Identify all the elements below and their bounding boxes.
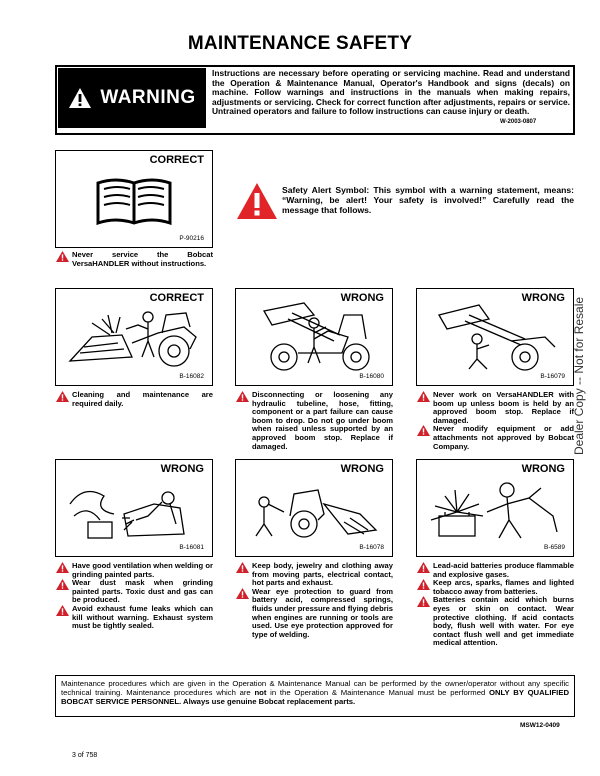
alert-triangle-icon — [56, 605, 69, 616]
warning-text: Instructions are necessary before operating or servicing machine. Read and understand the Operation & Maintenance Manual, Operator's Handbook and signs (decals) on machine. Follow warnings and instructions in the manuals when making repairs, adjustments or servicing. Check for correct function after adjustments, repairs or service. Untrained operators and failure to follow instructions can cause injury or death. — [212, 68, 570, 117]
panel-code: B-16082 — [179, 373, 204, 380]
panel-caption — [55, 391, 213, 408]
boom-under-illustration — [425, 301, 565, 373]
panel-caption — [416, 391, 574, 451]
caption-item — [235, 588, 393, 640]
boom-hose-illustration — [244, 301, 384, 373]
panel-code: B-16079 — [540, 373, 565, 380]
caption-text: Wear dust mask when grinding painted parts. Toxic dust and gas can be produced. — [72, 578, 213, 605]
warning-badge — [58, 68, 206, 128]
caption-item — [416, 579, 574, 596]
panel-code: B-16080 — [359, 373, 384, 380]
caption-text: Never modify equipment or add attachments not approved by Bobcat Company. — [433, 424, 574, 451]
cleaning-illustration — [62, 303, 208, 371]
footer-text-not: not — [254, 688, 267, 698]
caption-text: Disconnecting or loosening any hydraulic tubeline, hose, fitting, component or a part failure can cause boom to drop. Do not go under boom when raised unless supported by an approved boom stop. Replace if damaged. — [252, 390, 393, 451]
caption-item — [235, 391, 393, 451]
caption-item — [416, 425, 574, 451]
alert-triangle-icon — [236, 588, 249, 599]
alert-triangle-icon — [417, 562, 430, 573]
panel-welding — [55, 459, 213, 557]
panel-label: WRONG — [340, 463, 384, 475]
caption-item — [416, 391, 574, 425]
page-title: MAINTENANCE SAFETY — [187, 33, 413, 54]
welding-illustration — [64, 474, 204, 544]
alert-triangle-icon — [417, 425, 430, 436]
panel-code: P-90216 — [179, 235, 204, 242]
caption-item — [416, 596, 574, 648]
panel-label: WRONG — [521, 292, 565, 304]
panel-battery — [416, 459, 574, 557]
alert-triangle-icon — [56, 251, 69, 262]
panel-boom-under — [416, 288, 574, 386]
panel-caption — [235, 562, 393, 639]
footer-box — [55, 675, 575, 717]
manual-book-icon — [94, 177, 174, 229]
alert-triangle-icon — [236, 562, 249, 573]
panel-label: CORRECT — [149, 154, 204, 166]
alert-triangle-icon — [236, 391, 249, 402]
caption-item — [55, 562, 213, 579]
panel-code: B-6589 — [544, 544, 565, 551]
alert-triangle-icon — [417, 596, 430, 607]
panel-caption — [235, 391, 393, 451]
caption-item — [55, 391, 213, 408]
caption-item — [55, 605, 213, 631]
caption-item — [416, 562, 574, 579]
side-watermark-text: Dealer Copy -- Not for Resale — [572, 296, 586, 455]
caption-text: Wear eye protection to guard from battery acid, compressed springs, fluids under pressure and flying debris when engines are running or tools are used. Use eye protection approved for type of welding. — [252, 586, 393, 639]
panel-moving-parts — [235, 459, 393, 557]
panel-manual — [55, 150, 213, 248]
caption-text: Never service the Bobcat VersaHANDLER without instructions. — [72, 250, 213, 268]
caption-text: Keep arcs, sparks, flames and lighted tobacco away from batteries. — [433, 578, 574, 596]
footer-text-a: Maintenance procedures which are given in the Operation & Maintenance Manual can be performed by the owner/operator without any specific technical training. Maintenance procedures which are — [61, 679, 569, 698]
panel-caption — [55, 251, 213, 268]
alert-triangle-icon — [56, 391, 69, 402]
alert-triangle-icon — [56, 562, 69, 573]
caption-text: Lead-acid batteries produce flammable and explosive gases. — [433, 561, 574, 579]
caption-text: Avoid exhaust fume leaks which can kill without warning. Exhaust system must be tightly sealed. — [72, 603, 213, 631]
panel-boom-hose — [235, 288, 393, 386]
warning-badge-label: WARNING — [100, 87, 196, 108]
caption-item — [235, 562, 393, 588]
panel-cleaning — [55, 288, 213, 386]
safety-alert-text: Safety Alert Symbol: This symbol with a warning statement, means: “Warning, be alert! Your safety is involved!” Carefully read the message that follows. — [282, 185, 574, 215]
footer-code: MSW12-0409 — [520, 722, 560, 729]
panel-caption — [416, 562, 574, 648]
alert-triangle-icon — [56, 579, 69, 590]
warning-code: W-2003-0807 — [500, 119, 537, 125]
caption-text: Never work on VersaHANDLER with boom up unless boom is held by an approved boom stop. Replace if damaged. — [433, 390, 574, 425]
caption-text: Batteries contain acid which burns eyes or skin on contact. Wear protective clothing. If acid contacts body, flush well with water. For eye contact flush well and get immediate medical attention. — [433, 595, 574, 648]
panel-label: WRONG — [340, 292, 384, 304]
caption-text: Keep body, jewelry and clothing away from moving parts, electrical contact, hot parts and exhaust. — [252, 561, 393, 588]
footer-text-bold: ONLY BY QUALIFIED BOBCAT SERVICE PERSONNEL. Always use genuine Bobcat replacement parts. — [61, 688, 569, 707]
panel-label: WRONG — [160, 463, 204, 475]
side-watermark — [572, 296, 590, 455]
battery-explosion-illustration — [425, 472, 565, 544]
panel-caption — [55, 562, 213, 631]
caption-item — [55, 579, 213, 605]
safety-alert-icon — [236, 182, 278, 220]
alert-triangle-icon — [417, 391, 430, 402]
warning-triangle-icon — [68, 87, 92, 109]
caption-text: Have good ventilation when welding or grinding painted parts. — [72, 561, 213, 579]
caption-item — [55, 251, 213, 268]
panel-code: B-16078 — [359, 544, 384, 551]
moving-parts-illustration — [244, 474, 384, 544]
caption-text: Cleaning and maintenance are required daily. — [72, 390, 213, 408]
panel-label: CORRECT — [149, 292, 204, 304]
footer-text-b: in the Operation & Maintenance Manual must be performed — [266, 688, 490, 698]
alert-triangle-icon — [417, 579, 430, 590]
page-number: 3 of 758 — [72, 752, 98, 759]
panel-code: B-16081 — [179, 544, 204, 551]
panel-label: WRONG — [521, 463, 565, 475]
